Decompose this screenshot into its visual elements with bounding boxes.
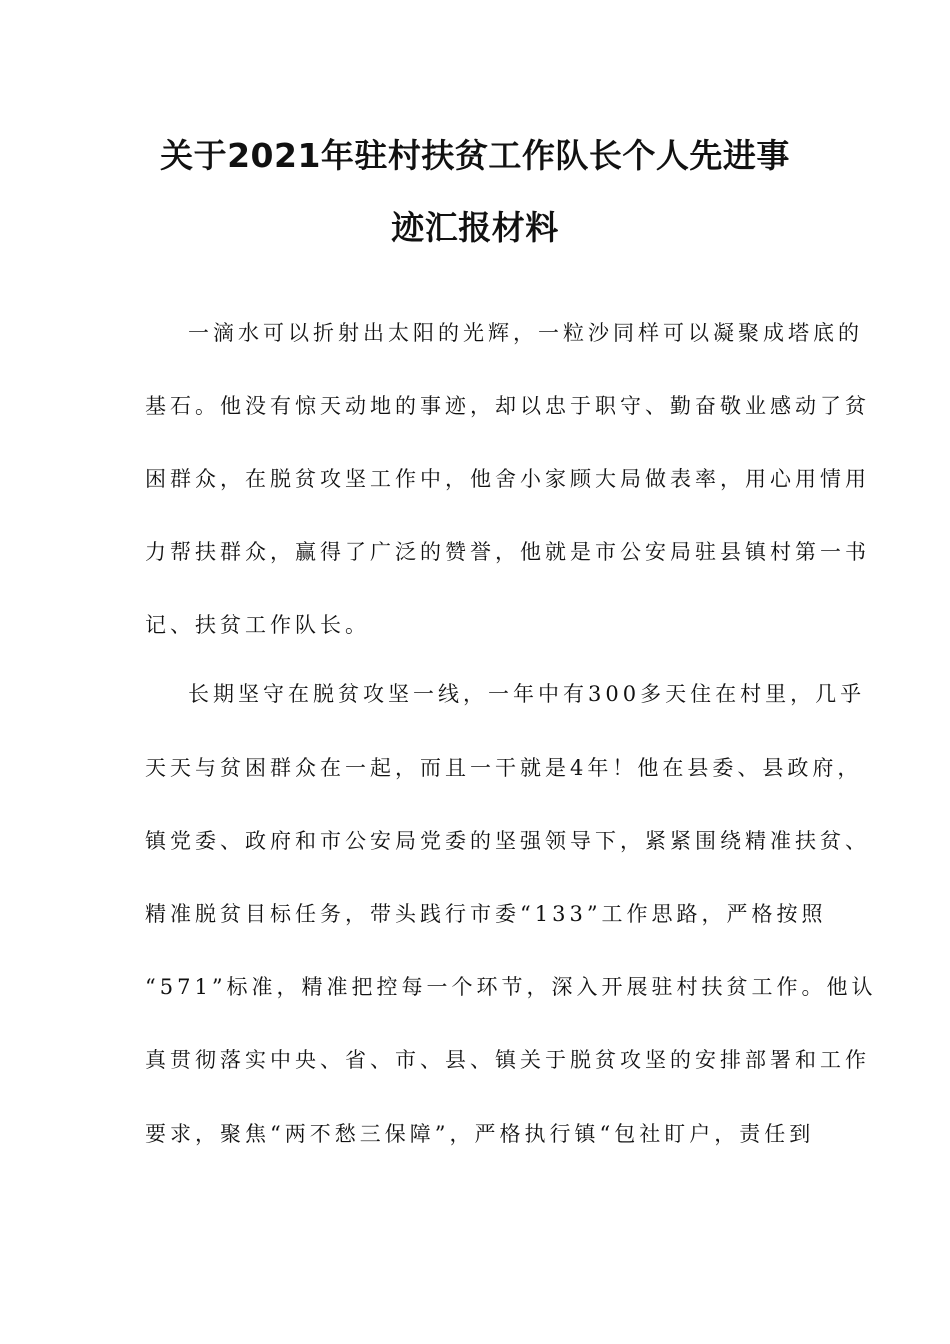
paragraph-2-line-4: 精准脱贫目标任务，带头践行市委“133”工作思路，严格按照	[145, 902, 827, 926]
document-title-line-2: 迹汇报材料	[391, 208, 559, 247]
paragraph-1-line-5: 记、扶贫工作队长。	[145, 613, 370, 637]
paragraph-1-line-1: 一滴水可以折射出太阳的光辉，一粒沙同样可以凝聚成塔底的	[188, 321, 863, 345]
paragraph-2-line-1: 长期坚守在脱贫攻坚一线，一年中有300多天住在村里，几乎	[188, 682, 866, 706]
paragraph-2-line-5: “571”标准，精准把控每一个环节，深入开展驻村扶贫工作。他认	[145, 975, 877, 999]
paragraph-2-line-7: 要求，聚焦“两不愁三保障”，严格执行镇“包社盯户，责任到	[145, 1122, 815, 1146]
paragraph-1-line-2: 基石。他没有惊天动地的事迹，却以忠于职守、勤奋敬业感动了贫	[145, 394, 870, 418]
paragraph-2-line-3: 镇党委、政府和市公安局党委的坚强领导下，紧紧围绕精准扶贫、	[145, 829, 870, 853]
paragraph-1-line-4: 力帮扶群众，赢得了广泛的赞誉，他就是市公安局驻县镇村第一书	[145, 540, 870, 564]
paragraph-2-line-2: 天天与贫困群众在一起，而且一干就是4年！他在县委、县政府，	[145, 756, 863, 780]
paragraph-1-line-3: 困群众，在脱贫攻坚工作中，他舍小家顾大局做表率，用心用情用	[145, 467, 870, 491]
document-title-line-1: 关于2021年驻村扶贫工作队长个人先进事	[160, 136, 790, 175]
paragraph-2-line-6: 真贯彻落实中央、省、市、县、镇关于脱贫攻坚的安排部署和工作	[145, 1048, 870, 1072]
